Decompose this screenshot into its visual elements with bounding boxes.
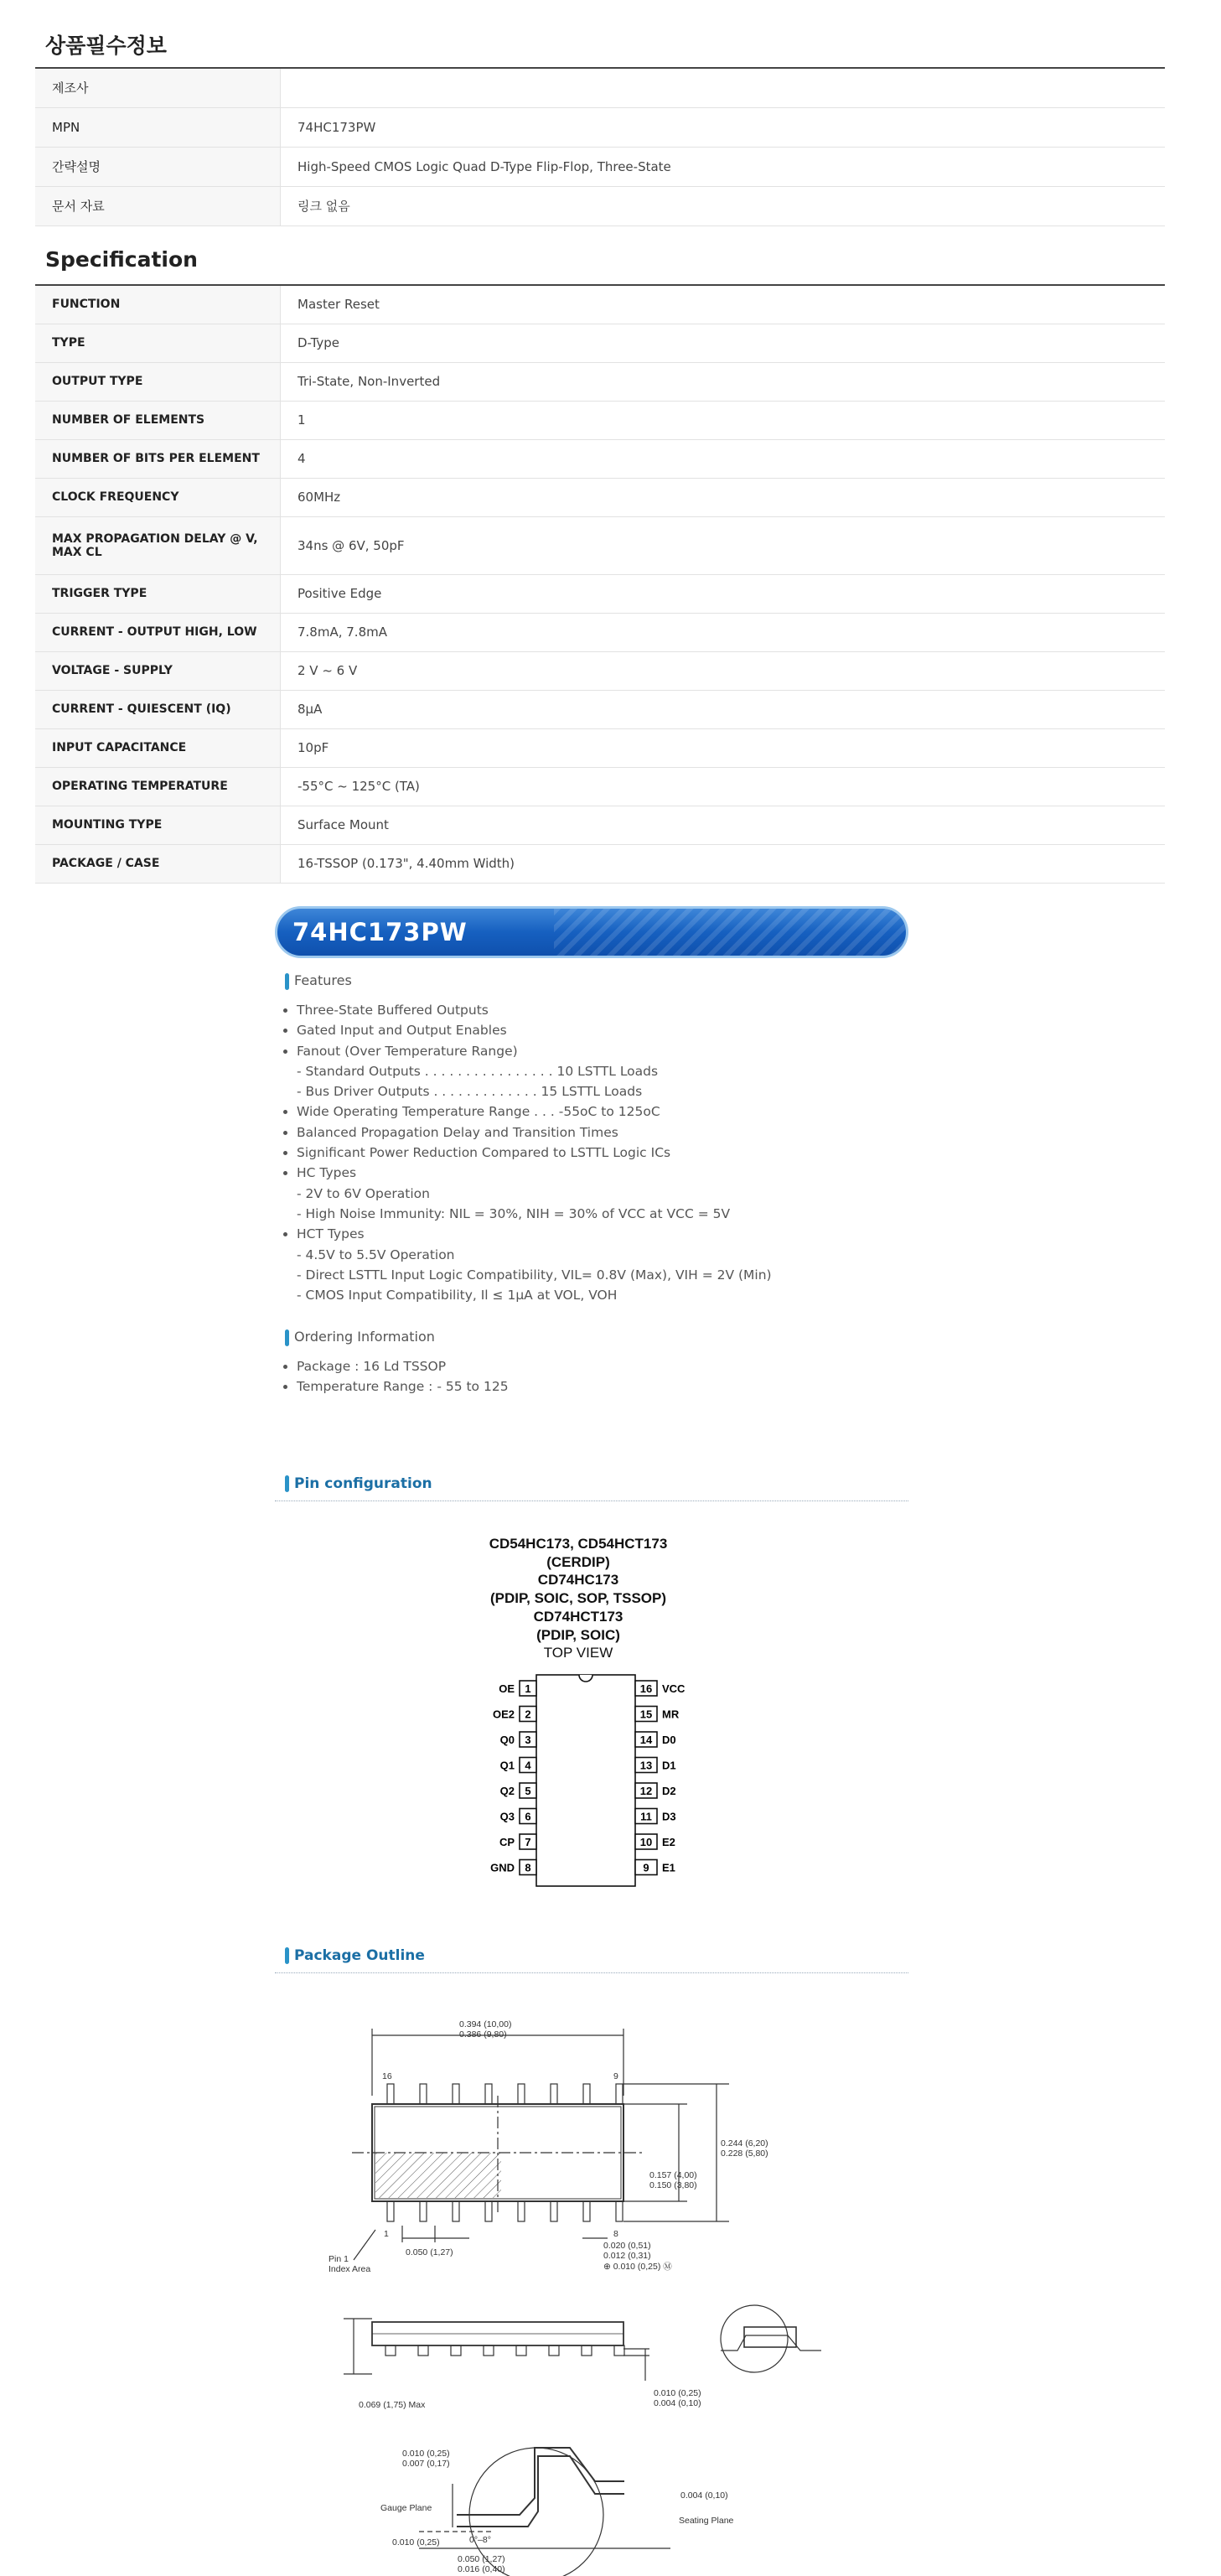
dim-lead-thickness-max: 0.010 (0,25) [402, 2449, 450, 2459]
lead-top [583, 2084, 590, 2104]
pin-number: 7 [525, 1836, 531, 1848]
lead-side [549, 2345, 559, 2356]
row-label: MAX PROPAGATION DELAY @ V, MAX CL [35, 516, 281, 574]
row-label: OUTPUT TYPE [35, 362, 281, 401]
lead-bottom [420, 2201, 427, 2221]
package-outline-heading-label: Package Outline [294, 1947, 425, 1964]
pin-number: 1 [525, 1682, 531, 1695]
specification-title: Specification [45, 247, 198, 272]
lead-side [385, 2345, 396, 2356]
table-row [35, 186, 1165, 225]
pin-number: 13 [639, 1759, 653, 1772]
dim-standoff-min: 0.004 (0,10) [654, 2398, 701, 2408]
row-value: 16-TSSOP (0.173", 4.40mm Width) [281, 844, 1166, 883]
list-item [297, 1101, 772, 1122]
pin-number: 14 [639, 1734, 653, 1746]
chip-body [536, 1675, 635, 1886]
feature-subline: - CMOS Input Compatibility, Il ≤ 1µA at VOL, VOH [297, 1288, 618, 1304]
row-value: -55°C ~ 125°C (TA) [281, 767, 1166, 806]
pin-number: 16 [639, 1682, 653, 1695]
row-label: FUNCTION [35, 285, 281, 324]
lead-side [484, 2345, 494, 2356]
row-label: INPUT CAPACITANCE [35, 728, 281, 767]
dim-gauge: 0.010 (0,25) [392, 2537, 440, 2547]
pin-config-title-line: (PDIP, SOIC) [536, 1626, 620, 1643]
feature-subline: - Bus Driver Outputs . . . . . . . . . . . . . 15 LSTTL Loads [297, 1084, 643, 1100]
pin-config-title-block [469, 1535, 687, 1662]
row-label: NUMBER OF BITS PER ELEMENT [35, 439, 281, 478]
table-row [35, 147, 1165, 186]
pin-name: OE [499, 1682, 515, 1695]
dim-pin1: 1 [384, 2229, 389, 2239]
list-item [297, 1224, 772, 1305]
row-value: 1 [281, 401, 1166, 439]
row-value: 10pF [281, 728, 1166, 767]
pin-number: 10 [639, 1836, 653, 1848]
feature-text: Gated Input and Output Enables [297, 1023, 507, 1039]
pin-diagram [453, 1668, 704, 1894]
dim-height-max: 0.069 (1,75) Max [359, 2400, 426, 2410]
lead-bottom [616, 2201, 623, 2221]
row-label: 간략설명 [35, 147, 281, 186]
feature-text: Wide Operating Temperature Range . . . -55oC to 125oC [297, 1104, 660, 1120]
feature-text: Balanced Propagation Delay and Transition Times [297, 1124, 618, 1140]
row-label: 문서 자료 [35, 186, 281, 225]
list-item [297, 1163, 772, 1224]
pin-config-title-line: CD74HCT173 [533, 1608, 623, 1625]
pin-config-title-line: CD74HC173 [537, 1572, 619, 1589]
heading-bar-icon [285, 1475, 289, 1492]
table-row [35, 690, 1165, 728]
pin-name: CP [499, 1836, 515, 1848]
table-row [35, 516, 1165, 574]
dim-foot-min: 0.016 (0,40) [458, 2564, 505, 2574]
features-heading [285, 972, 352, 990]
dim-pin16: 16 [382, 2071, 392, 2081]
row-label: TRIGGER TYPE [35, 574, 281, 613]
lead-bottom [453, 2201, 459, 2221]
feature-subline: - 4.5V to 5.5V Operation [297, 1247, 455, 1262]
row-value: High-Speed CMOS Logic Quad D-Type Flip-Flop, Three-State [281, 147, 1166, 186]
lead-bottom [518, 2201, 525, 2221]
row-value: D-Type [281, 324, 1166, 362]
lead-top [420, 2084, 427, 2104]
table-row [35, 651, 1165, 690]
banner-stripes [554, 909, 906, 956]
pin-config-view: TOP VIEW [543, 1645, 613, 1661]
row-value: 60MHz [281, 478, 1166, 516]
pin-name: Q2 [499, 1785, 515, 1797]
feature-text: Fanout (Over Temperature Range) [297, 1043, 518, 1059]
pin-number: 5 [525, 1785, 531, 1797]
row-value: Tri-State, Non-Inverted [281, 362, 1166, 401]
list-item [297, 1041, 772, 1102]
lead-top [551, 2084, 557, 2104]
dim-lead-thickness-min: 0.007 (0,17) [402, 2459, 450, 2469]
dim-length-min: 0.386 (9,80) [459, 2029, 507, 2040]
pin-name: D1 [662, 1759, 676, 1772]
row-value: 4 [281, 439, 1166, 478]
chip-notch [579, 1675, 592, 1682]
seating-plane-label: Seating Plane [679, 2516, 734, 2526]
table-row [35, 767, 1165, 806]
heading-bar-icon [285, 973, 289, 990]
dim-standoff-max: 0.010 (0,25) [654, 2388, 701, 2398]
pin-config-title-line: (CERDIP) [546, 1553, 610, 1570]
pin-number: 11 [640, 1810, 652, 1823]
pin-number: 4 [525, 1759, 531, 1772]
row-value: 7.8mA, 7.8mA [281, 613, 1166, 651]
lead-top [616, 2084, 623, 2104]
table-row [35, 401, 1165, 439]
table-row [35, 285, 1165, 324]
pin-name: D3 [662, 1810, 676, 1823]
pin-config-heading [285, 1475, 432, 1492]
lead-side [451, 2345, 461, 2356]
feature-text: Significant Power Reduction Compared to LSTTL Logic ICs [297, 1145, 671, 1161]
dim-width-body-max: 0.157 (4,00) [649, 2170, 697, 2180]
dim-lead-width-min: 0.012 (0,31) [603, 2251, 651, 2261]
package-outline-heading [285, 1947, 425, 1964]
pin1-label-a: Pin 1 [329, 2254, 349, 2264]
list-item [297, 1020, 772, 1040]
feature-subline: - Standard Outputs . . . . . . . . . . . . . . . . 10 LSTTL Loads [297, 1063, 659, 1079]
lead-side [418, 2345, 428, 2356]
feature-text: Three-State Buffered Outputs [297, 1003, 489, 1018]
dim-position-tolerance: ⊕ 0.010 (0,25) Ⓜ [603, 2262, 672, 2272]
feature-subline: - Direct LSTTL Input Logic Compatibility, VIL= 0.8V (Max), VIH = 2V (Min) [297, 1267, 772, 1283]
dim-pin8: 8 [613, 2229, 618, 2239]
lead-side [516, 2345, 526, 2356]
dim-angle: 0°–8° [469, 2535, 491, 2545]
pin-name: D0 [662, 1734, 676, 1746]
dim-foot-max: 0.050 (1,27) [458, 2554, 505, 2564]
pin-name: E1 [662, 1861, 675, 1874]
banner-part-number: 74HC173PW [292, 918, 468, 946]
dim-pin9: 9 [613, 2071, 618, 2081]
feature-text: HC Types [297, 1165, 357, 1181]
feature-subline: - High Noise Immunity: NIL = 30%, NIH = 30% of VCC at VCC = 5V [297, 1205, 731, 1221]
table-row [35, 107, 1165, 147]
row-value: 8µA [281, 690, 1166, 728]
row-label: TYPE [35, 324, 281, 362]
table-row [35, 574, 1165, 613]
pin-number: 8 [525, 1861, 531, 1874]
heading-bar-icon [285, 1329, 289, 1346]
package-outline-drawing [318, 2012, 888, 2576]
ordering-heading-label: Ordering Information [294, 1329, 435, 1345]
package-leads [385, 2084, 624, 2356]
row-value: 74HC173PW [281, 107, 1166, 147]
pin-name: MR [662, 1708, 680, 1721]
pin-name: Q1 [499, 1759, 515, 1772]
pin-name: Q0 [499, 1734, 515, 1746]
specification-table [35, 284, 1165, 884]
pin-number: 15 [639, 1708, 653, 1721]
gauge-plane-label: Gauge Plane [380, 2503, 432, 2513]
pin-number: 3 [525, 1734, 531, 1746]
list-item [297, 1143, 772, 1163]
pin-config-title-line: CD54HC173, CD54HCT173 [489, 1536, 668, 1552]
pin-name: Q3 [499, 1810, 515, 1823]
ordering-heading [285, 1329, 435, 1346]
pin-config-title-lines [469, 1535, 687, 1644]
dim-pitch: 0.050 (1,27) [406, 2247, 453, 2257]
table-row [35, 478, 1165, 516]
table-row [35, 439, 1165, 478]
list-item [297, 1000, 772, 1020]
row-value: Master Reset [281, 285, 1166, 324]
row-label: CLOCK FREQUENCY [35, 478, 281, 516]
row-value: 링크 없음 [281, 186, 1166, 225]
pin-name: D2 [662, 1785, 676, 1797]
list-item: • Temperature Range : - 55 to 125 [297, 1376, 509, 1397]
heading-bar-icon [285, 1947, 289, 1964]
table-row [35, 362, 1165, 401]
row-label: CURRENT - OUTPUT HIGH, LOW [35, 613, 281, 651]
dim-coplanarity: 0.004 (0,10) [680, 2490, 728, 2501]
feature-text: HCT Types [297, 1226, 365, 1242]
ordering-list [278, 1356, 509, 1397]
list-item: • Package : 16 Ld TSSOP [297, 1356, 509, 1376]
dim-length-max: 0.394 (10,00) [459, 2019, 512, 2029]
pin-number: 6 [525, 1810, 531, 1823]
row-label: PACKAGE / CASE [35, 844, 281, 883]
lead-side [582, 2345, 592, 2356]
lead-bottom [387, 2201, 394, 2221]
pin-number: 9 [643, 1861, 649, 1874]
dim-width-body-min: 0.150 (3,80) [649, 2180, 697, 2190]
lead-top [518, 2084, 525, 2104]
pin-name: E2 [662, 1836, 675, 1848]
lead-bottom [583, 2201, 590, 2221]
table-row [35, 613, 1165, 651]
row-label: MPN [35, 107, 281, 147]
part-banner [275, 906, 908, 958]
row-label: MOUNTING TYPE [35, 806, 281, 844]
table-row [35, 728, 1165, 767]
package-outline-divider [275, 1972, 908, 1973]
feature-subline: - 2V to 6V Operation [297, 1185, 430, 1201]
features-heading-label: Features [294, 972, 352, 988]
lead-top [485, 2084, 492, 2104]
table-row [35, 806, 1165, 844]
row-value: 34ns @ 6V, 50pF [281, 516, 1166, 574]
pin-config-heading-label: Pin configuration [294, 1475, 432, 1492]
pin-name: VCC [662, 1682, 686, 1695]
pin1-label-b: Index Area [329, 2264, 371, 2274]
pin-config-title-line: (PDIP, SOIC, SOP, TSSOP) [489, 1590, 667, 1607]
row-value [281, 68, 1166, 107]
pin-name: GND [490, 1861, 515, 1874]
table-row [35, 68, 1165, 107]
lead-top [387, 2084, 394, 2104]
lead-side [614, 2345, 624, 2356]
row-label: 제조사 [35, 68, 281, 107]
dim-width-outer-max: 0.244 (6,20) [721, 2138, 768, 2148]
features-list [278, 1000, 772, 1305]
dim-width-outer-min: 0.228 (5,80) [721, 2148, 768, 2159]
table-row [35, 844, 1165, 883]
row-label: CURRENT - QUIESCENT (IQ) [35, 690, 281, 728]
row-label: VOLTAGE - SUPPLY [35, 651, 281, 690]
lead-top [453, 2084, 459, 2104]
list-item [297, 1122, 772, 1143]
lead-bottom [485, 2201, 492, 2221]
row-value: 2 V ~ 6 V [281, 651, 1166, 690]
essential-info-title: 상품필수정보 [45, 34, 167, 58]
row-label: OPERATING TEMPERATURE [35, 767, 281, 806]
lead-bottom [551, 2201, 557, 2221]
pin-number: 2 [525, 1708, 531, 1721]
row-value: Positive Edge [281, 574, 1166, 613]
essential-info-table [35, 67, 1165, 226]
dim-lead-width-max: 0.020 (0,51) [603, 2241, 651, 2251]
pin1-index-hatch [375, 2153, 501, 2198]
pin-number: 12 [639, 1785, 653, 1797]
table-row [35, 324, 1165, 362]
row-value: Surface Mount [281, 806, 1166, 844]
pin-name: OE2 [492, 1708, 515, 1721]
row-label: NUMBER OF ELEMENTS [35, 401, 281, 439]
